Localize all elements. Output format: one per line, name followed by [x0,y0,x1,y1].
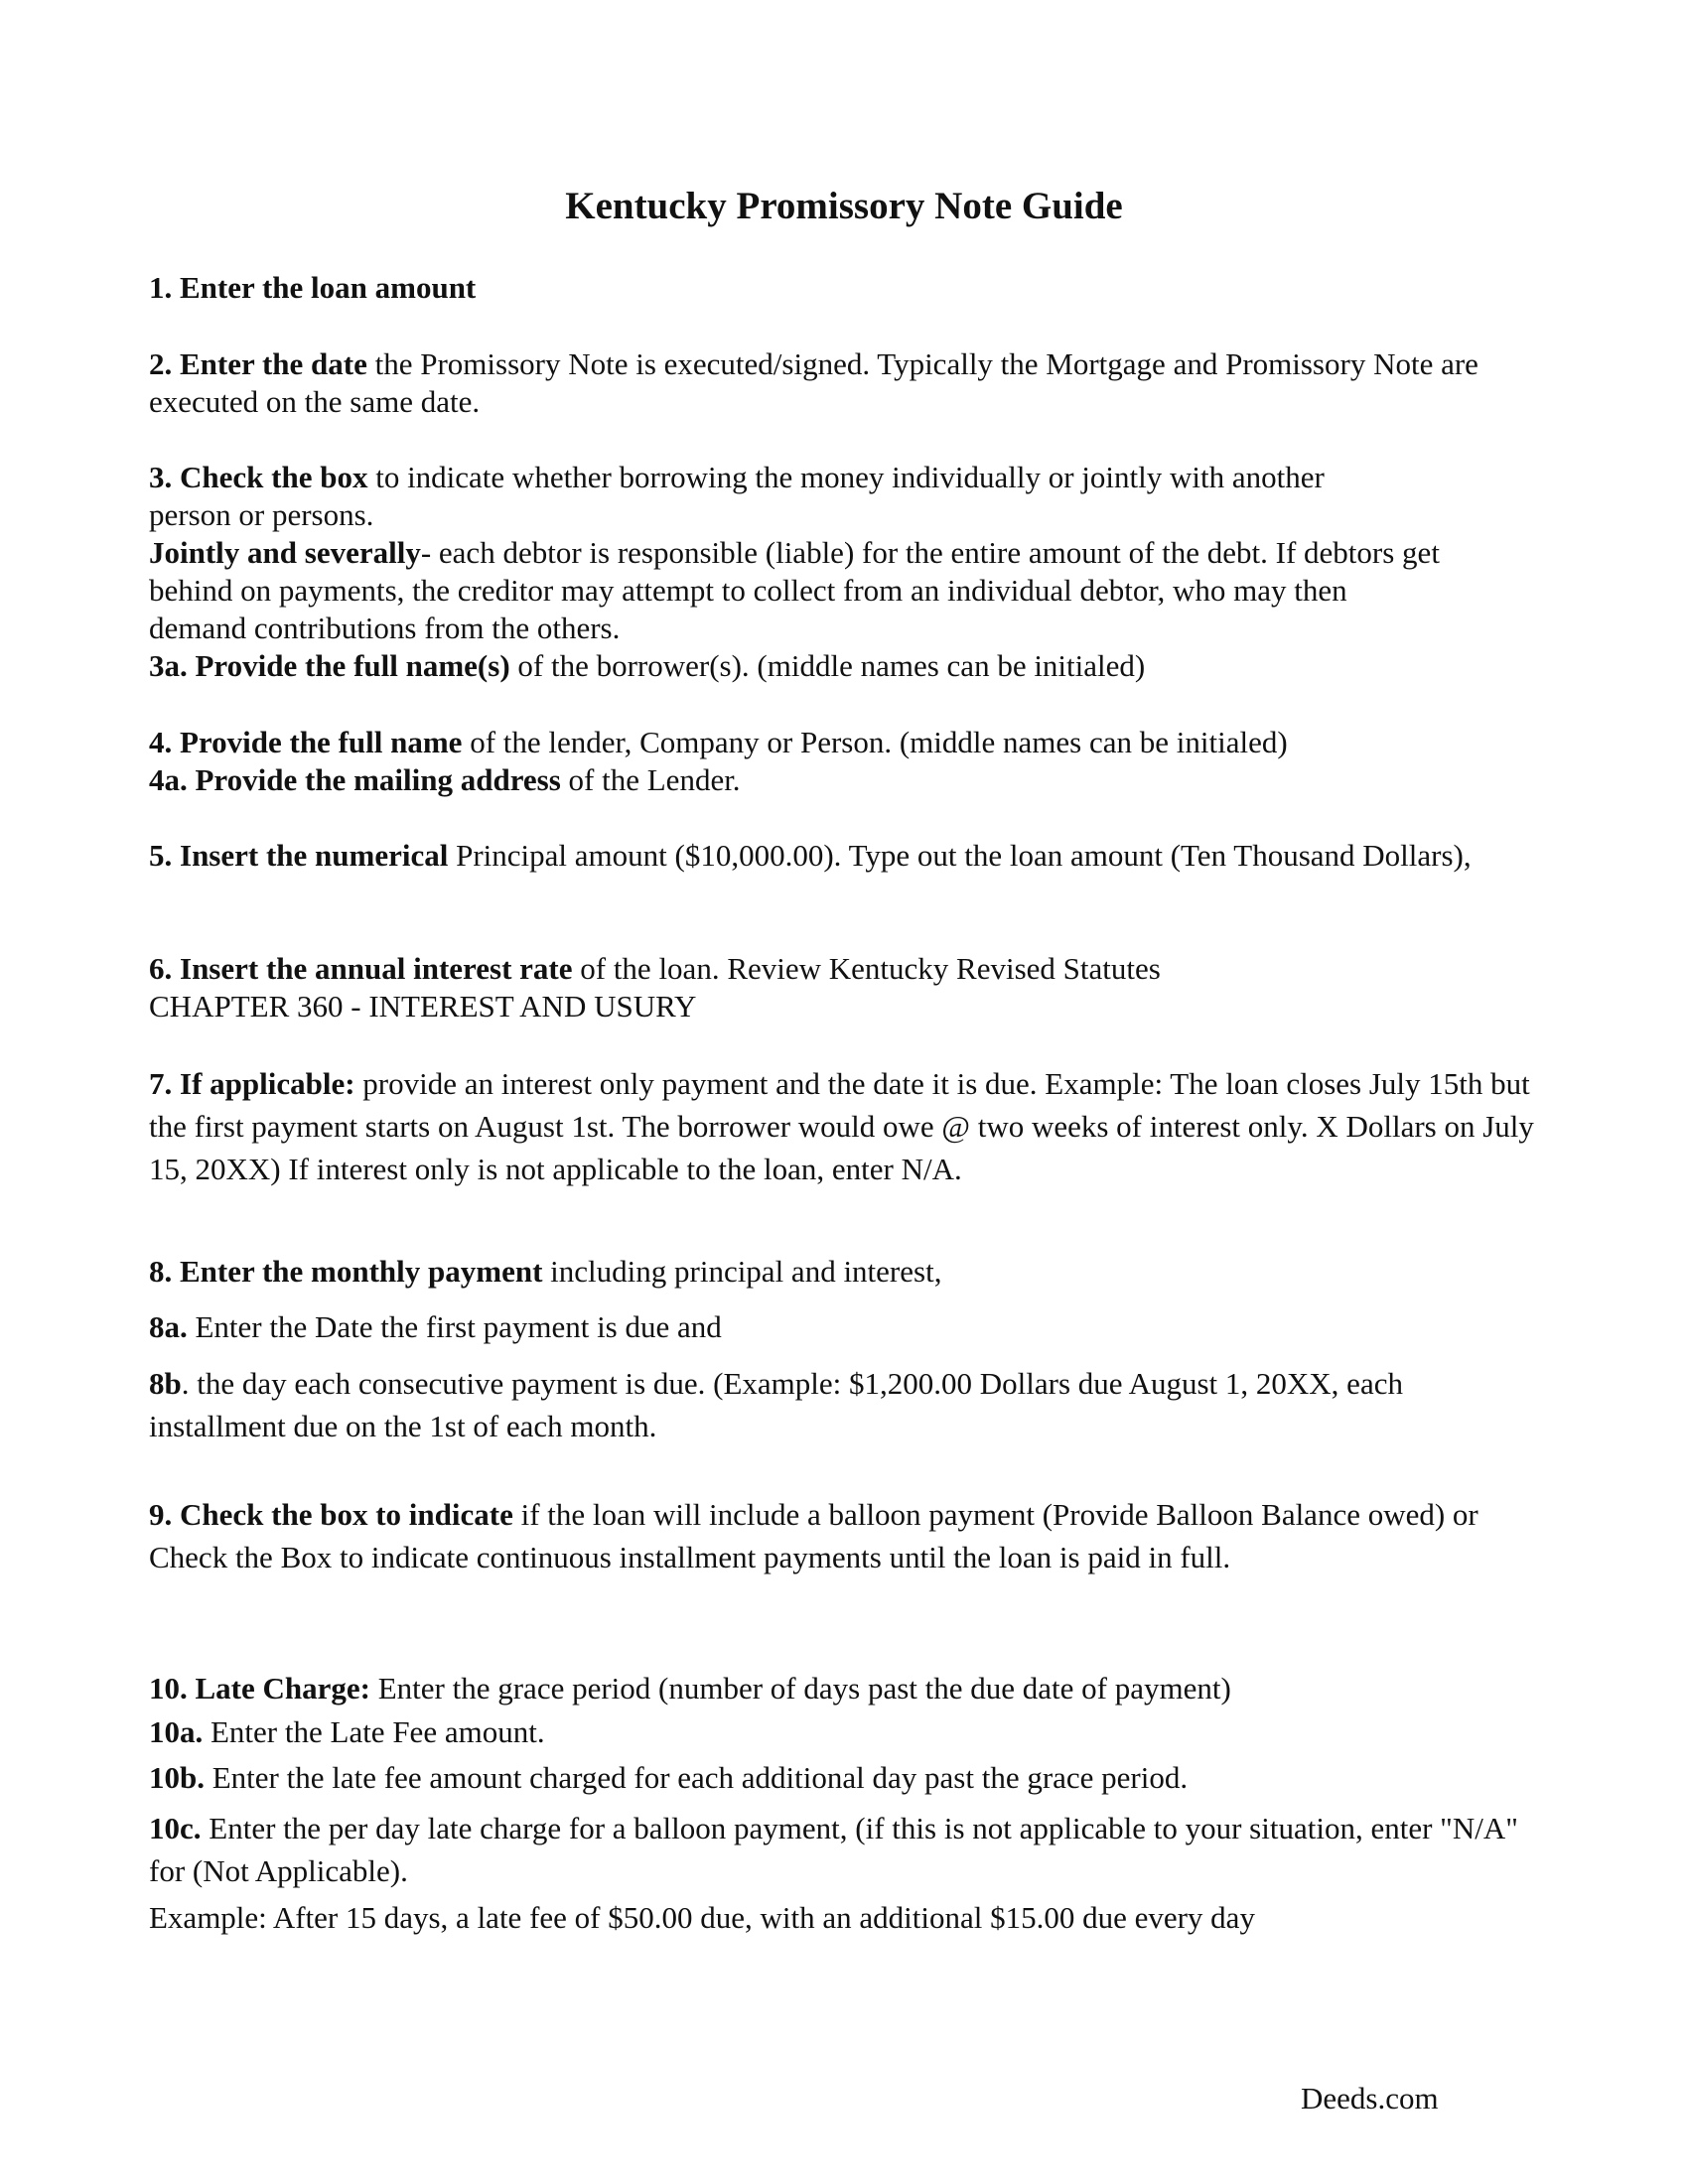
instruction-4a [149,761,1559,799]
instruction-4a-text: of the Lender. [560,762,741,797]
instruction-1-heading: 1. Enter the loan amount [149,270,477,305]
instruction-8a [149,1308,1559,1346]
instruction-3a-heading: 3a. Provide the full name(s) [149,648,510,683]
instruction-9-text: if the loan will include a balloon payment (Provide Balloon Balance owed) or [512,1497,1478,1532]
instruction-4-heading: 4. Provide the full name [149,725,463,759]
instruction-5-text: Principal amount ($10,000.00). Type out the loan amount (Ten Thousand Dollars), [448,838,1472,873]
instruction-10b-text: Enter the late fee amount charged for each additional day past the grace period. [205,1760,1189,1795]
instruction-9-alternative: Check the Box to indicate continuous installment payments until the loan is paid in full. [149,1540,1231,1574]
instruction-10a [149,1713,1559,1751]
footer-brand: Deeds.com [1301,2081,1439,2116]
late-fee-example: Example: After 15 days, a late fee of $50.00 due, with an additional $15.00 due every day [149,1900,1255,1935]
instruction-10-text: Enter the grace period (number of days past the due date of payment) [369,1671,1231,1706]
instruction-4 [149,724,1559,761]
instruction-10b [149,1759,1559,1797]
instruction-10a-text: Enter the Late Fee amount. [203,1714,545,1749]
page-title: Kentucky Promissory Note Guide [565,185,1123,227]
instruction-1 [149,269,1559,307]
instruction-4a-heading: 4a. Provide the mailing address [149,762,561,797]
instruction-10c-heading: 10c. [149,1811,202,1845]
jointly-severally-term: Jointly and severally [149,535,421,570]
instruction-2-heading: 2. Enter the date [149,346,367,381]
instruction-10-heading: 10. Late Charge: [149,1671,370,1706]
instruction-10 [149,1670,1559,1707]
instruction-8-heading: 8. Enter the monthly payment [149,1254,543,1289]
instruction-5 [149,837,1559,875]
instruction-3 [149,459,1340,534]
instruction-3-heading: 3. Check the box [149,460,368,494]
instruction-8b-text: . the day each consecutive payment is due. (Example: $1,200.00 Dollars due August 1, 20XX, each installment due on the 1st of each month. [149,1366,1403,1443]
jointly-severally-definition [149,534,1440,647]
instruction-3-text: to indicate whether borrowing the money individually or jointly with another person or persons. [149,460,1325,532]
instruction-10c-text: Enter the per day late charge for a balloon payment, (if this is not applicable to your situation, enter "N/A" for (Not Applicable). [149,1811,1518,1888]
instruction-10a-heading: 10a. [149,1714,204,1749]
instruction-4-text: of the lender, Company or Person. (middle names can be initialed) [462,725,1288,759]
instruction-3a-text: of the borrower(s). (middle names can be initialed) [509,648,1146,683]
instruction-8b-heading: 8b [149,1366,182,1401]
instruction-3a [149,647,1559,685]
instruction-5-heading: 5. Insert the numerical [149,838,449,873]
instruction-6-statute: CHAPTER 360 - INTEREST AND USURY [149,989,697,1024]
instruction-7-text: provide an interest only payment and the date it is due. Example: The loan closes July 15th but the first payment starts on August 1st. The borrower would owe @ two weeks of interest only. X Dollars on July 15, 20XX) If interest only is not applicable to the loan, enter N/A. [149,1066,1534,1186]
instruction-8b [149,1362,1440,1447]
instruction-6-text: of the loan. Review Kentucky Revised Statutes [572,951,1161,986]
instruction-8a-heading: 8a. [149,1309,188,1344]
instruction-8 [149,1253,1559,1291]
instruction-2-text: the Promissory Note is executed/signed. Typically the Mortgage and Promissory Note are executed on the same date. [149,346,1478,419]
instruction-7 [149,1062,1559,1190]
instruction-8-text: including principal and interest, [542,1254,942,1289]
jointly-severally-text: - each debtor is responsible (liable) for the entire amount of the debt. If debtors get behind on payments, the creditor may attempt to collect from an individual debtor, who may then demand contributions from the others. [149,535,1440,645]
instruction-6 [149,950,1559,1025]
instruction-8a-text: Enter the Date the first payment is due and [187,1309,722,1344]
instruction-10c [149,1807,1559,1892]
instruction-7-heading: 7. If applicable: [149,1066,355,1101]
instruction-10b-heading: 10b. [149,1760,205,1795]
instruction-9 [149,1493,1519,1578]
instruction-6-heading: 6. Insert the annual interest rate [149,951,573,986]
instruction-9-heading: 9. Check the box to indicate [149,1497,513,1532]
instruction-2 [149,345,1559,421]
